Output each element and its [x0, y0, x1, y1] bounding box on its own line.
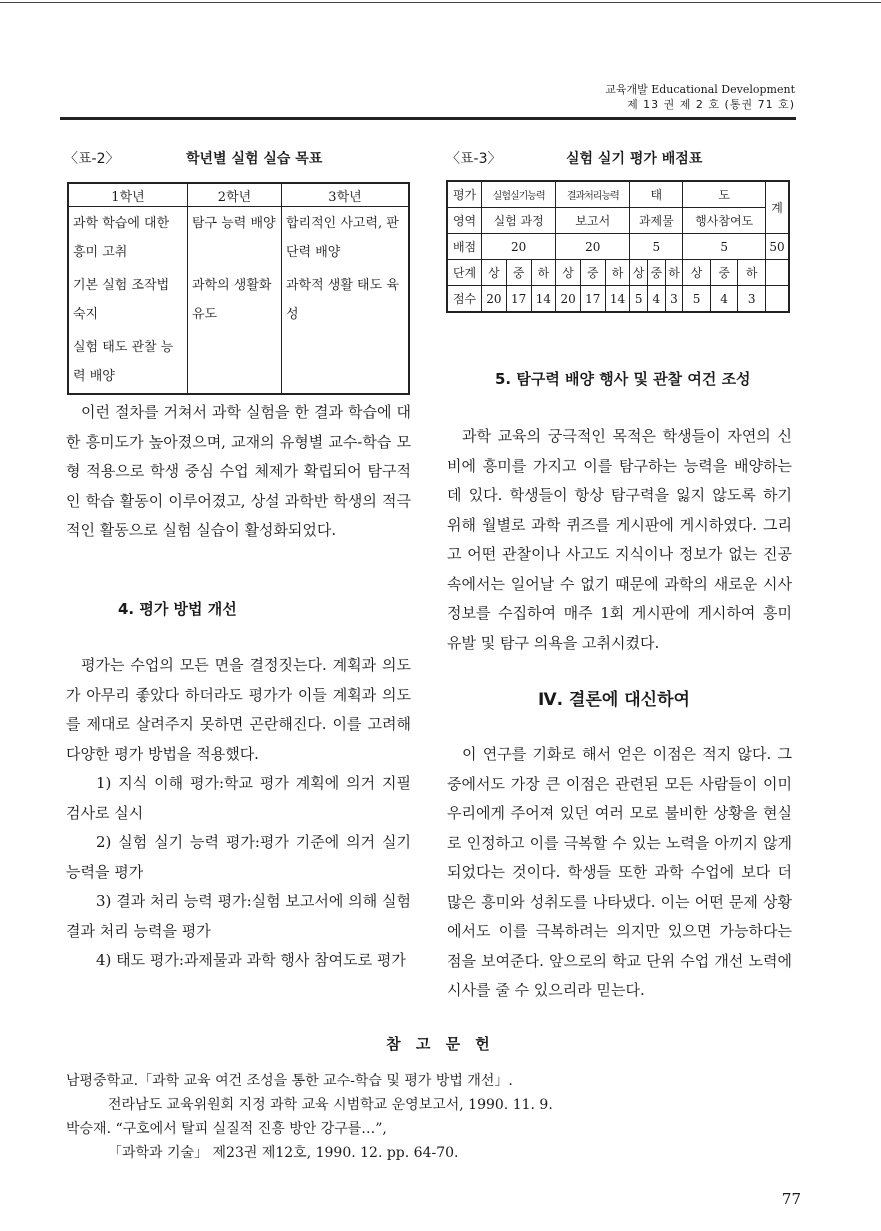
table3-points-total: 50 [766, 234, 790, 260]
table-row [68, 331, 409, 394]
table3 [446, 180, 790, 313]
table3-category: 도 [683, 181, 766, 208]
table3-score: 20 [556, 286, 581, 313]
table2-cell: 합리적인 사고력, 판단력 배양 [282, 207, 410, 270]
table3-level: 하 [531, 260, 556, 286]
issue-info: 제 13 권 제 2 호 (통권 71 호) [627, 98, 795, 111]
table-row [447, 260, 789, 286]
table2-cell: 과학적 생활 태도 육성 [282, 269, 410, 331]
table3-score: 5 [683, 286, 711, 313]
list-item: 3) 결과 처리 능력 평가:실험 보고서에 의해 실험 결과 처리 능력을 평가 [66, 892, 411, 940]
body-paragraph: 이 연구를 기화로 해서 얻은 이점은 적지 않다. 그 중에서도 가장 큰 이점은 관련된 모든 사람들이 이미 우리에게 주어져 있던 여러 모로 불비한 상황을 현실로 인정하고 이를 극복할 수 있는 노력을 아끼지 않게 되었다는 것이다. 학생들 또한 과학 수업에 보다 더 많은 흥미와 성취도를 나타냈다. 이는 어떤 문제 상황에서도 이를 극복하려는 의지만 있으면 가능하다는 점을 보여준다. 앞으로의 학교 단위 수업 개선 노력에 시사를 줄 수 있으리라 믿는다. [447, 745, 792, 999]
table3-score: 3 [738, 286, 766, 313]
table-row [68, 269, 409, 331]
list-item: 1) 지식 이해 평가:학교 평가 계획에 의거 지필 검사로 실시 [66, 774, 411, 822]
table3-empty-cell [766, 286, 790, 313]
table3-level: 상 [630, 260, 648, 286]
table3-title: 실험 실기 평가 배점표 [566, 151, 703, 167]
table3-area: 실험 과정 [482, 208, 556, 234]
section-heading-4: 4. 평가 방법 개선 [118, 600, 237, 618]
table3-level: 중 [506, 260, 531, 286]
reference-2-line-2: 「과학과 기술」 제23권 제12호, 1990. 12. pp. 64-70. [108, 1145, 459, 1161]
table-row [447, 286, 789, 313]
top-rule [0, 2, 881, 3]
table-row [447, 181, 789, 208]
table3-category: 태 [630, 181, 683, 208]
table3-area: 과제물 [630, 208, 683, 234]
table3-points: 5 [683, 234, 766, 260]
table3-total-label: 계 [766, 181, 790, 234]
table3-score: 14 [605, 286, 630, 313]
table3-score: 14 [531, 286, 556, 313]
table2-header: 1학년 [68, 183, 188, 207]
table3-row-label: 배점 [447, 234, 482, 260]
table3-level: 하 [738, 260, 766, 286]
table3-score: 17 [506, 286, 531, 313]
table3-category: 실험실기능력 [482, 181, 556, 208]
table3-level: 중 [710, 260, 738, 286]
list-item: 4) 태도 평가:과제물과 과학 행사 참여도로 평가 [96, 951, 406, 969]
table3-score: 3 [665, 286, 683, 313]
table3-level: 상 [556, 260, 581, 286]
right-para-2 [447, 740, 792, 1006]
table-row [68, 207, 409, 270]
table3-level: 중 [648, 260, 666, 286]
body-paragraph: 이런 절차를 거쳐서 과학 실험을 한 결과 학습에 대한 흥미도가 높아졌으며, 교재의 유형별 교수-학습 모형 적용으로 학생 중심 수업 체제가 확립되어 탐구적인 학습 활동이 이루어졌고, 상설 과학반 학생의 적극적인 활동으로 실험 실습이 활성화되었다. [66, 403, 411, 539]
table3-points: 20 [482, 234, 556, 260]
table2-cell: 기본 실험 조작법 숙지 [68, 269, 188, 331]
section-heading-5: 5. 탐구력 배양 행사 및 관찰 여건 조성 [495, 370, 751, 388]
table3-row-label: 평가 [447, 181, 482, 208]
reference-2-line-1: 박승재. “구호에서 탈피 실질적 진흥 방안 강구를…”, [66, 1121, 387, 1137]
table3-row-label: 단계 [447, 260, 482, 286]
header-rule [60, 117, 796, 120]
list-item: 2) 실험 실기 능력 평가:평가 기준에 의거 실기 능력을 평가 [66, 833, 411, 881]
table3-level: 하 [605, 260, 630, 286]
table3-points: 20 [556, 234, 630, 260]
right-para-1 [447, 422, 792, 658]
table2-cell: 과학의 생활화 유도 [188, 269, 282, 331]
body-paragraph: 평가는 수업의 모든 면을 결정짓는다. 계획과 의도가 아무리 좋았다 하더라도 평가가 이들 계획과 의도를 제대로 살려주지 못하면 곤란해진다. 이를 고려해 다양한 평가 방법을 적용했다. [66, 656, 411, 763]
table2-cell: 과학 학습에 대한 흥미 고취 [68, 207, 188, 270]
table-row [447, 234, 789, 260]
table2-number: 〈표-2〉 [64, 151, 120, 167]
table3-level: 하 [665, 260, 683, 286]
reference-1-line-2: 전라남도 교육위원회 지정 과학 교육 시범학교 운영보고서, 1990. 11. 9. [108, 1097, 553, 1113]
table2-header: 3학년 [282, 183, 410, 207]
table3-score: 20 [482, 286, 507, 313]
table3-number: 〈표-3〉 [446, 151, 502, 167]
table3-score: 17 [580, 286, 605, 313]
table3-score: 5 [630, 286, 648, 313]
left-para-2 [66, 651, 411, 976]
table2-cell: 실험 태도 관찰 능력 배양 [68, 331, 188, 394]
table3-score: 4 [648, 286, 666, 313]
journal-title: 교육개발 Educational Development [605, 83, 795, 96]
table2 [67, 182, 410, 395]
table3-points: 5 [630, 234, 683, 260]
table3-row-label: 점수 [447, 286, 482, 313]
table3-score: 4 [710, 286, 738, 313]
table2-cell [282, 331, 410, 394]
table3-area: 행사참여도 [683, 208, 766, 234]
table2-header: 2학년 [188, 183, 282, 207]
left-para-1 [66, 398, 411, 546]
table3-level: 중 [580, 260, 605, 286]
table3-empty-cell [766, 260, 790, 286]
table2-title: 학년별 실험 실습 목표 [186, 151, 323, 167]
table3-area: 보고서 [556, 208, 630, 234]
table3-row-label: 영역 [447, 208, 482, 234]
table2-cell [188, 331, 282, 394]
table3-level: 상 [683, 260, 711, 286]
page-number: 77 [781, 1190, 801, 1208]
references-title: 참 고 문 헌 [386, 1035, 495, 1053]
reference-1-line-1: 남평중학교.「과학 교육 여건 조성을 통한 교수-학습 및 평가 방법 개선」. [66, 1073, 513, 1089]
table-row [447, 208, 789, 234]
table3-category: 결과처리능력 [556, 181, 630, 208]
table2-header-row [68, 183, 409, 207]
body-paragraph: 과학 교육의 궁극적인 목적은 학생들이 자연의 신비에 흥미를 가지고 이를 탐구하는 능력을 배양하는 데 있다. 학생들이 항상 탐구력을 잃지 않도록 하기 위해 월별로 과학 퀴즈를 게시판에 게시하였다. 그리고 어떤 관찰이나 사고도 지식이나 정보가 없는 진공 속에서는 일어날 수 없기 때문에 과학의 새로운 시사 정보를 수집하여 매주 1회 게시판에 게시하여 흥미 유발 및 탐구 의욕을 고취시켰다. [447, 427, 792, 652]
table2-cell: 탐구 능력 배양 [188, 207, 282, 270]
table3-level: 상 [482, 260, 507, 286]
section-heading-iv: Ⅳ. 결론에 대신하여 [538, 690, 690, 710]
